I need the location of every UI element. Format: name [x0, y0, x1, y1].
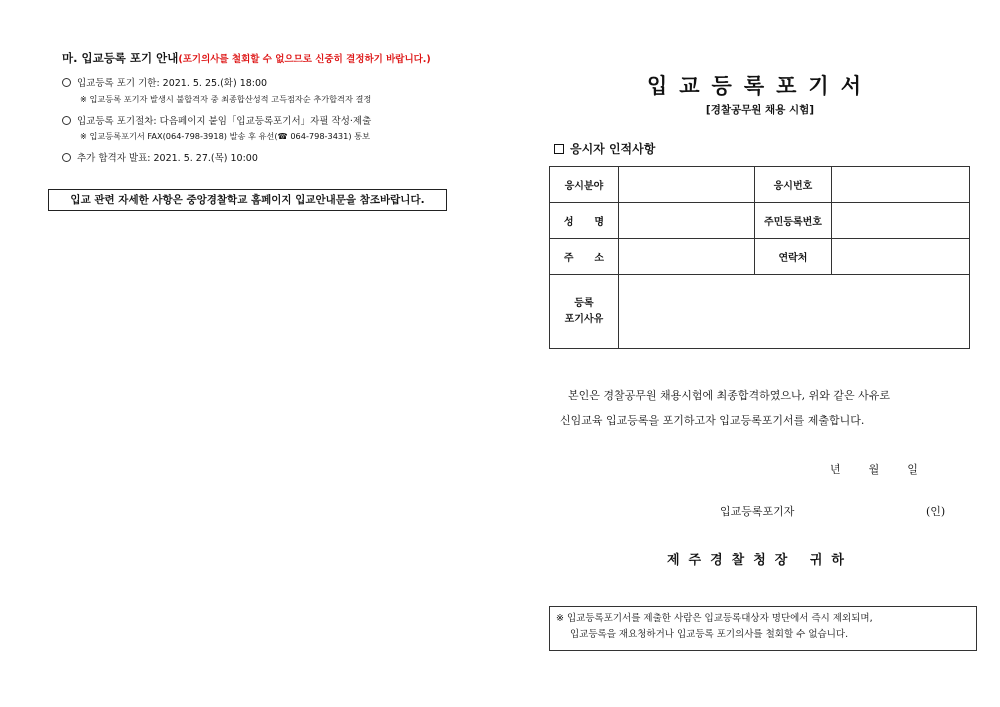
- field-input[interactable]: [618, 167, 754, 203]
- label-field: 응시분야: [550, 167, 619, 203]
- item-text: 입교등록 포기절차: 다음페이지 붙임「입교등록포기서」자필 작성·제출: [77, 116, 372, 127]
- list-item: [62, 150, 258, 164]
- footnote-box: [549, 606, 977, 651]
- seal-label: (인): [926, 505, 946, 518]
- item-note: ※ 입교등록 포기자 발생시 불합격자 중 최종합산성적 고득점자순 추가합격자 결정: [80, 94, 372, 104]
- label-address: 주 소: [550, 239, 619, 275]
- date-line: 년 월 일: [830, 463, 918, 476]
- label-reason-line2: 포기사유: [564, 313, 604, 325]
- signer-label: 입교등록포기자: [720, 505, 795, 518]
- info-box: 입교 관련 자세한 사항은 중앙경찰학교 홈페이지 입교안내문을 참조바랍니다.: [48, 189, 447, 211]
- label-contact: 연락처: [754, 239, 832, 275]
- form-title: 입교등록포기서: [646, 74, 873, 98]
- label-reason-line1: 등록: [574, 297, 594, 309]
- name-input[interactable]: [618, 203, 754, 239]
- statement-line-1: 본인은 경찰공무원 채용시험에 최종합격하였으나, 위와 같은 사유로: [568, 389, 891, 402]
- label-resident-no: 주민등록번호: [754, 203, 832, 239]
- reason-input[interactable]: [618, 275, 969, 349]
- checkbox-square-icon: [554, 144, 564, 154]
- resident-no-input[interactable]: [832, 203, 970, 239]
- circle-bullet-icon: [62, 153, 71, 162]
- section-title-text: 마. 입교등록 포기 안내: [62, 51, 179, 65]
- circle-bullet-icon: [62, 78, 71, 87]
- label-exam-no: 응시번호: [754, 167, 832, 203]
- list-item: [62, 113, 371, 127]
- form-subtitle: [경찰공무원 채용 시험]: [705, 104, 815, 116]
- label-reason: [550, 275, 619, 349]
- item-text: 입교등록 포기 기한: 2021. 5. 25.(화) 18:00: [77, 78, 268, 89]
- applicant-info-table: [549, 166, 970, 349]
- section-warning: (포기의사를 철회할 수 없으므로 신중히 결정하기 바랍니다.): [178, 54, 431, 65]
- footnote-line-1: ※ 입교등록포기서를 제출한 사람은 입교등록대상자 명단에서 즉시 제외되며,: [556, 613, 873, 624]
- addressee: 제주경찰청장 귀하: [667, 553, 853, 568]
- exam-no-input[interactable]: [832, 167, 970, 203]
- section-heading-text: 응시자 인적사항: [570, 142, 656, 156]
- section-title: [62, 50, 431, 66]
- item-note: ※ 입교등록포기서 FAX(064-798-3918) 발송 후 유선(☎ 064-798-3431) 통보: [80, 131, 370, 141]
- footnote-line-2: 입교등록을 재요청하거나 입교등록 포기의사를 철회할 수 없습니다.: [570, 629, 849, 640]
- list-item: [62, 75, 267, 89]
- section-heading: [554, 140, 655, 157]
- contact-input[interactable]: [832, 239, 970, 275]
- item-text: 추가 합격자 발표: 2021. 5. 27.(목) 10:00: [77, 153, 258, 164]
- circle-bullet-icon: [62, 116, 71, 125]
- statement-line-2: 신임교육 입교등록을 포기하고자 입교등록포기서를 제출합니다.: [560, 414, 865, 427]
- address-input[interactable]: [618, 239, 754, 275]
- label-name: 성 명: [550, 203, 619, 239]
